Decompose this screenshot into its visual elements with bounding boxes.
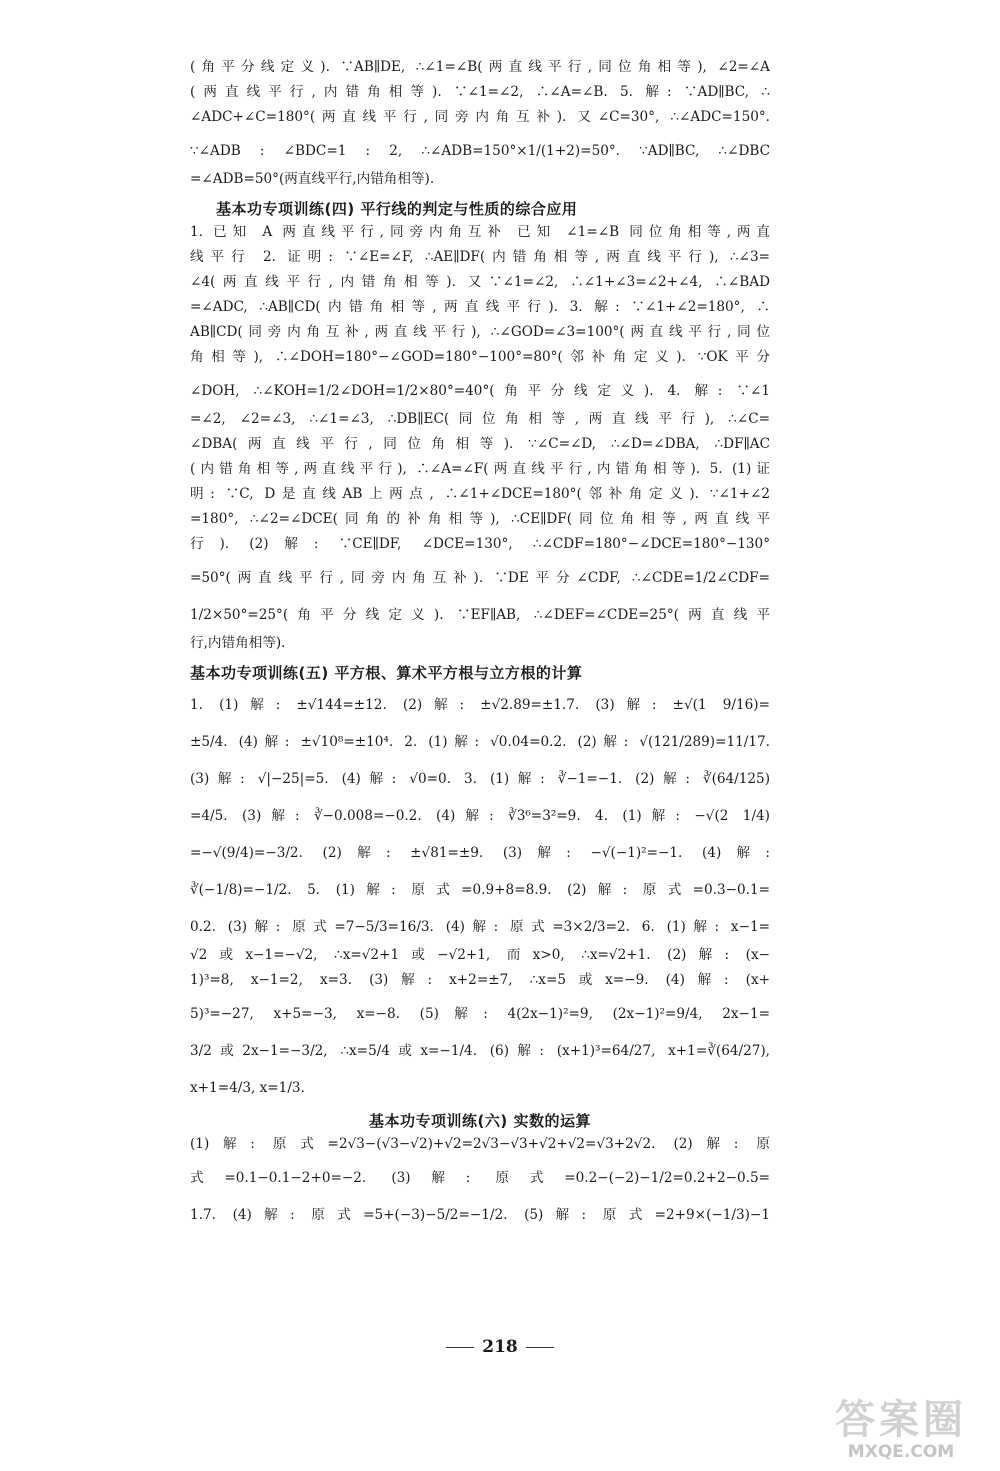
section-heading: 基本功专项训练(四) 平行线的判定与性质的综合应用 [216,200,578,218]
text-line: 线平行 2. 证明: ∵∠E=∠F, ∴AE∥DF(内错角相等,两直线平行), ∴∠3= [190,249,770,265]
page-number [0,1337,1000,1357]
text-line: ∠ADC+∠C=180°(两直线平行,同旁内角互补). 又∠C=30°, ∴∠ADC=150°. [190,109,770,125]
text-line: 3/2或2x−1=−3/2, ∴x=5/4或x=−1/4. (6)解: (x+1)³=64/27, x+1=∛(64/27), [190,1043,770,1059]
text-line: =180°, ∴∠2=∠DCE(同角的补角相等), ∴CE∥DF(同位角相等,两直线平 [190,511,770,527]
text-line: (内错角相等,两直线平行), ∴∠A=∠F(两直线平行,内错角相等). 5. (1)证 [190,461,770,477]
section-heading: 基本功专项训练(五) 平方根、算术平方根与立方根的计算 [190,664,583,682]
divider [446,1347,474,1348]
text-line: =∠2, ∠2=∠3, ∴∠1=∠3, ∴DB∥EC(同位角相等,两直线平行), ∴∠C= [190,411,770,427]
text-line: =−√(9/4)=−3/2. (2)解: ±√81=±9. (3)解: −√(−1)²=−1. (4)解: [190,845,770,861]
text-line: √2或x−1=−√2, ∴x=√2+1或−√2+1, 而x>0, ∴x=√2+1. (2)解: (x− [190,947,770,963]
text-line: 式=0.1−0.1−2+0=−2. (3)解: 原式=0.2−(−2)−1/2=0.2+2−0.5= [190,1170,770,1186]
text-line: ∛(−1/8)=−1/2. 5. (1)解: 原式=0.9+8=8.9. (2)解: 原式=0.3−0.1= [190,882,770,898]
text-line: 1. 已知 A 两直线平行,同旁内角互补 已知 ∠1=∠B 同位角相等,两直 [190,224,770,240]
watermark-title: 答案圈 [835,1397,967,1443]
section-heading: 基本功专项训练(六) 实数的运算 [369,1112,591,1130]
text-line: =4/5. (3)解: ∛−0.008=−0.2. (4)解: ∛3⁶=3²=9. 4. (1)解: −√(2 1/4) [190,808,770,824]
text-line: ∠4(两直线平行,内错角相等). 又∵∠1=∠2, ∴∠1+∠3=∠2+∠4, ∴∠BAD [190,274,770,290]
text-line: ∠DBA(两直线平行,同位角相等). ∵∠C=∠D, ∴∠D=∠DBA, ∴DF∥AC [190,436,770,452]
text-line: 1.7. (4)解: 原式=5+(−3)−5/2=−1/2. (5)解: 原式=2+9×(−1/3)−1 [190,1207,770,1223]
text-line: 5)³=−27, x+5=−3, x=−8. (5)解: 4(2x−1)²=9, (2x−1)²=9/4, 2x−1= [190,1006,770,1022]
text-line: 1)³=8, x−1=2, x=3. (3)解: x+2=±7, ∴x=5或x=−9. (4)解: (x+ [190,972,770,988]
text-line: (1)解: 原式=2√3−(√3−√2)+√2=2√3−√3+√2+√2=√3+2√2. (2)解: 原 [190,1136,770,1152]
page-number-value: 218 [482,1337,518,1357]
text-line: 0.2. (3)解: 原式=7−5/3=16/3. (4)解: 原式=3×2/3=2. 6. (1)解: x−1= [190,919,770,935]
text-line: (两直线平行,内错角相等). ∵∠1=∠2, ∴∠A=∠B. 5. 解: ∵AD∥BC, ∴ [190,84,770,100]
watermark-url: MXQE.COM [847,1442,955,1462]
text-line: (角平分线定义). ∵AB∥DE, ∴∠1=∠B(两直线平行,同位角相等), ∠2=∠A [190,59,770,75]
text-line: (3)解: √|−25|=5. (4)解: √0=0. 3. (1)解: ∛−1=−1. (2)解: ∛(64/125) [190,771,770,787]
text-line: ±5/4. (4)解: ±√10⁸=±10⁴. 2. (1)解: √0.04=0.2. (2)解: √(121/289)=11/17. [190,734,770,750]
text-line: =50°(两直线平行,同旁内角互补). ∵DE平分∠CDF, ∴∠CDE=1/2∠CDF= [190,570,770,586]
text-line: x+1=4/3, x=1/3. [190,1080,305,1096]
text-line: 1/2×50°=25°(角平分线定义). ∵EF∥AB, ∴∠DEF=∠CDE=25°(两直线平 [190,607,770,623]
text-line: 1. (1)解: ±√144=±12. (2)解: ±√2.89=±1.7. (3)解: ±√(1 9/16)= [190,697,770,713]
text-line: 行,内错角相等). [190,635,286,651]
text-line: ∠DOH, ∴∠KOH=1/2∠DOH=1/2×80°=40°(角平分线定义). 4. 解: ∵∠1 [190,383,770,399]
text-line: =∠ADC, ∴AB∥CD(内错角相等,两直线平行). 3. 解: ∵∠1+∠2=180°, ∴ [190,299,770,315]
page-content [190,58,770,1234]
watermark-logo [812,1398,990,1464]
text-line: AB∥CD(同旁内角互补,两直线平行), ∴∠GOD=∠3=100°(两直线平行,同位 [190,324,770,340]
divider [526,1347,554,1348]
text-line: ∵∠ADB : ∠BDC=1 : 2, ∴∠ADB=150°×1/(1+2)=50°. ∵AD∥BC, ∴∠DBC [190,143,770,159]
text-line: =∠ADB=50°(两直线平行,内错角相等). [190,171,435,187]
text-line: 明: ∵C, D是直线AB上两点, ∴∠1+∠DCE=180°(邻补角定义). ∵∠1+∠2 [190,486,770,502]
text-line: 角相等), ∴∠DOH=180°−∠GOD=180°−100°=80°(邻补角定义). ∵OK平分 [190,349,770,365]
text-line: 行). (2)解: ∵CE∥DF, ∠DCE=130°, ∴∠CDF=180°−∠DCE=180°−130° [190,536,770,552]
